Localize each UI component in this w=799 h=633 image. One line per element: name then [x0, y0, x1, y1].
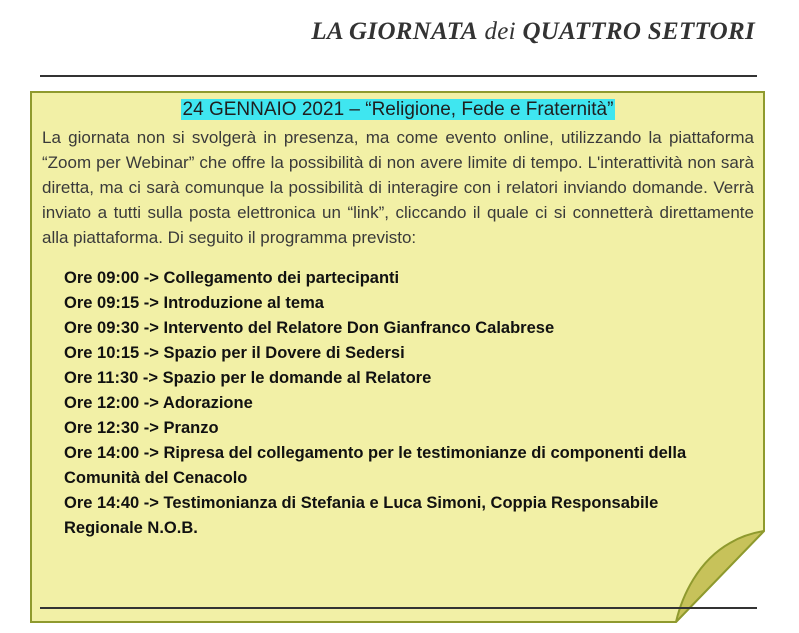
- program-item: Ore 09:15 -> Introduzione al tema: [64, 294, 324, 312]
- event-intro: La giornata non si svolgerà in presenza, ma come evento online, utilizzando la piattaforma “Zoom per Webinar” che offre la possibilità di non avere limite di tempo. L'interattività non sarà diretta, ma ci sarà comunque la possibilità di interagire con i relatori inviando domande. Verrà inviato a tutti sulla posta elettronica un “link”, cliccando il quale ci si connetterà direttamente alla piattaforma. Di seguito il programma previsto:: [42, 128, 754, 247]
- program-item: Ore 09:00 -> Collegamento dei partecipanti: [64, 269, 400, 287]
- program-item: Ore 11:30 -> Spazio per le domande al Relatore: [64, 369, 432, 387]
- program-item: Ore 14:40 -> Testimonianza di Stefania e Luca Simoni, Coppia Responsabile Regionale N.O.B.: [64, 494, 659, 537]
- header-title-part2: dei: [477, 18, 523, 45]
- header-title-part3: QUATTRO SETTORI: [522, 18, 755, 45]
- sticky-note: [30, 91, 765, 623]
- header-title-part1: LA GIORNATA: [311, 18, 478, 45]
- program-item: Ore 09:30 -> Intervento del Relatore Don Gianfranco Calabrese: [64, 319, 555, 337]
- program-item: Ore 10:15 -> Spazio per il Dovere di Sedersi: [64, 344, 405, 362]
- bottom-divider: [40, 607, 757, 609]
- event-title: 24 GENNAIO 2021 – “Religione, Fede e Fraternità”: [182, 99, 614, 120]
- program-list: [64, 266, 714, 541]
- page-header: [311, 18, 755, 46]
- top-divider: [40, 75, 757, 77]
- program-item: Ore 14:00 -> Ripresa del collegamento per le testimonianze di componenti della Comunità del Cenacolo: [64, 444, 687, 487]
- note-content: [42, 97, 754, 541]
- program-item: Ore 12:30 -> Pranzo: [64, 419, 219, 437]
- program-item: Ore 12:00 -> Adorazione: [64, 394, 253, 412]
